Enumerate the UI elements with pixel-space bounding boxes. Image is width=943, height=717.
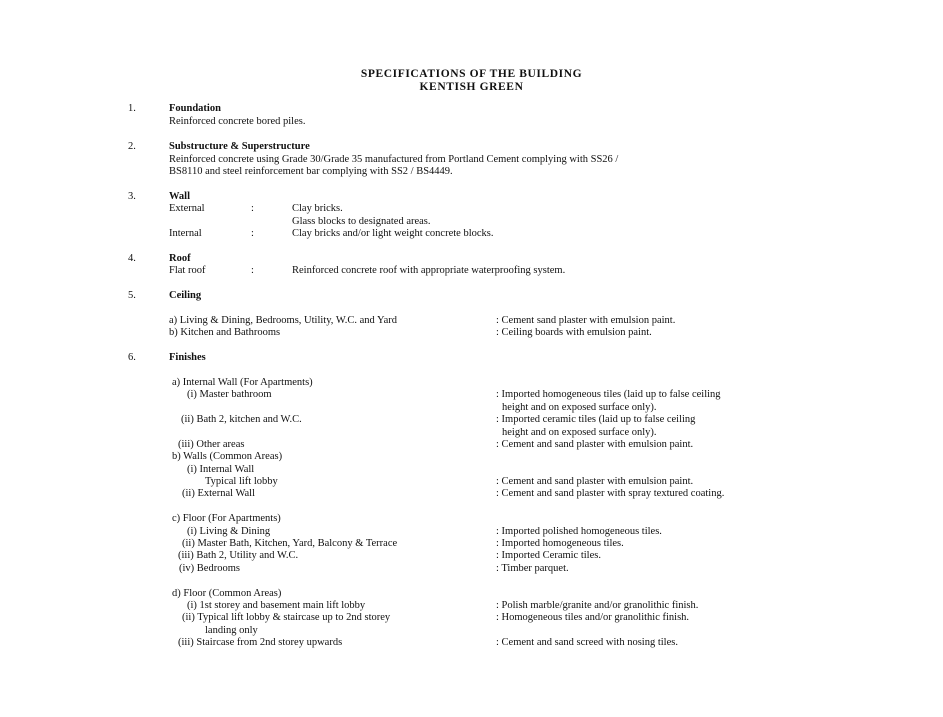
finishes-c-ii-label: (ii) Master Bath, Kitchen, Yard, Balcony & Terrace bbox=[182, 538, 398, 549]
finishes-a-ii-value-2: height and on exposed surface only). bbox=[502, 427, 657, 438]
finishes-a-ii-label: (ii) Bath 2, kitchen and W.C. bbox=[181, 414, 302, 425]
finishes-c-ii-value: : Imported homogeneous tiles. bbox=[496, 538, 624, 549]
finishes-a-i-label: (i) Master bathroom bbox=[187, 389, 272, 400]
section-number: 4. bbox=[128, 253, 136, 264]
ceiling-b-value: : Ceiling boards with emulsion paint. bbox=[496, 327, 652, 338]
section-number: 1. bbox=[128, 103, 136, 114]
finishes-c-iii-value: : Imported Ceramic tiles. bbox=[496, 550, 601, 561]
section-heading-foundation: Foundation bbox=[169, 103, 221, 114]
finishes-b-heading: b) Walls (Common Areas) bbox=[172, 451, 283, 462]
finishes-d-iii-value: : Cement and sand screed with nosing tiles. bbox=[496, 637, 678, 648]
finishes-a-i-value-1: : Imported homogeneous tiles (laid up to false ceiling bbox=[496, 389, 721, 400]
finishes-c-iv-value: : Timber parquet. bbox=[496, 563, 569, 574]
ceiling-a-value: : Cement sand plaster with emulsion paint. bbox=[496, 315, 676, 326]
foundation-text: Reinforced concrete bored piles. bbox=[169, 116, 306, 127]
finishes-a-i-value-2: height and on exposed surface only). bbox=[502, 402, 657, 413]
section-heading-finishes: Finishes bbox=[169, 352, 206, 363]
finishes-b-i-sub: Typical lift lobby bbox=[205, 476, 278, 487]
section-heading-substructure: Substructure & Superstructure bbox=[169, 141, 310, 152]
substructure-text-line2: BS8110 and steel reinforcement bar complying with SS2 / BS4449. bbox=[169, 166, 453, 177]
colon: : bbox=[251, 228, 254, 239]
wall-external-value-2: Glass blocks to designated areas. bbox=[292, 216, 431, 227]
section-number: 6. bbox=[128, 352, 136, 363]
finishes-b-ii-label: (ii) External Wall bbox=[182, 488, 256, 499]
finishes-d-ii-label: (ii) Typical lift lobby & staircase up to 2nd storey bbox=[182, 612, 391, 623]
section-heading-roof: Roof bbox=[169, 253, 191, 264]
document-subtitle: KENTISH GREEN bbox=[419, 81, 524, 93]
finishes-c-iii-label: (iii) Bath 2, Utility and W.C. bbox=[178, 550, 299, 561]
section-heading-wall: Wall bbox=[169, 191, 191, 202]
finishes-d-heading: d) Floor (Common Areas) bbox=[172, 588, 282, 599]
colon: : bbox=[251, 203, 254, 214]
section-number: 5. bbox=[128, 290, 136, 301]
finishes-c-i-value: : Imported polished homogeneous tiles. bbox=[496, 526, 662, 537]
finishes-d-ii-value: : Homogeneous tiles and/or granolithic finish. bbox=[496, 612, 690, 623]
wall-internal-value: Clay bricks and/or light weight concrete blocks. bbox=[292, 228, 494, 239]
finishes-b-i-label: (i) Internal Wall bbox=[187, 464, 255, 475]
section-number: 3. bbox=[128, 191, 136, 202]
finishes-d-i-label: (i) 1st storey and basement main lift lobby bbox=[187, 600, 366, 611]
document-title: SPECIFICATIONS OF THE BUILDING bbox=[360, 68, 583, 80]
roof-value: Reinforced concrete roof with appropriate waterproofing system. bbox=[292, 265, 566, 276]
roof-label: Flat roof bbox=[169, 265, 206, 276]
section-heading-ceiling: Ceiling bbox=[169, 290, 202, 301]
finishes-a-iii-value: : Cement and sand plaster with emulsion paint. bbox=[496, 439, 694, 450]
finishes-a-iii-label: (iii) Other areas bbox=[178, 439, 245, 450]
finishes-d-i-value: : Polish marble/granite and/or granolithic finish. bbox=[496, 600, 699, 611]
colon: : bbox=[251, 265, 254, 276]
finishes-d-ii-sub: landing only bbox=[205, 625, 258, 636]
finishes-b-ii-value: : Cement and sand plaster with spray textured coating. bbox=[496, 488, 725, 499]
finishes-a-heading: a) Internal Wall (For Apartments) bbox=[172, 377, 313, 388]
ceiling-a-label: a) Living & Dining, Bedrooms, Utility, W.C. and Yard bbox=[169, 315, 397, 326]
wall-internal-label: Internal bbox=[169, 228, 202, 239]
finishes-c-i-label: (i) Living & Dining bbox=[187, 526, 271, 537]
finishes-a-ii-value-1: : Imported ceramic tiles (laid up to false ceiling bbox=[496, 414, 696, 425]
wall-external-value-1: Clay bricks. bbox=[292, 203, 343, 214]
finishes-b-i-value: : Cement and sand plaster with emulsion paint. bbox=[496, 476, 694, 487]
ceiling-b-label: b) Kitchen and Bathrooms bbox=[169, 327, 281, 338]
finishes-c-iv-label: (iv) Bedrooms bbox=[179, 563, 240, 574]
finishes-d-iii-label: (iii) Staircase from 2nd storey upwards bbox=[178, 637, 343, 648]
substructure-text-line1: Reinforced concrete using Grade 30/Grade 35 manufactured from Portland Cement complying with SS26 / bbox=[169, 154, 619, 165]
finishes-c-heading: c) Floor (For Apartments) bbox=[172, 513, 281, 524]
section-number: 2. bbox=[128, 141, 136, 152]
wall-external-label: External bbox=[169, 203, 205, 214]
